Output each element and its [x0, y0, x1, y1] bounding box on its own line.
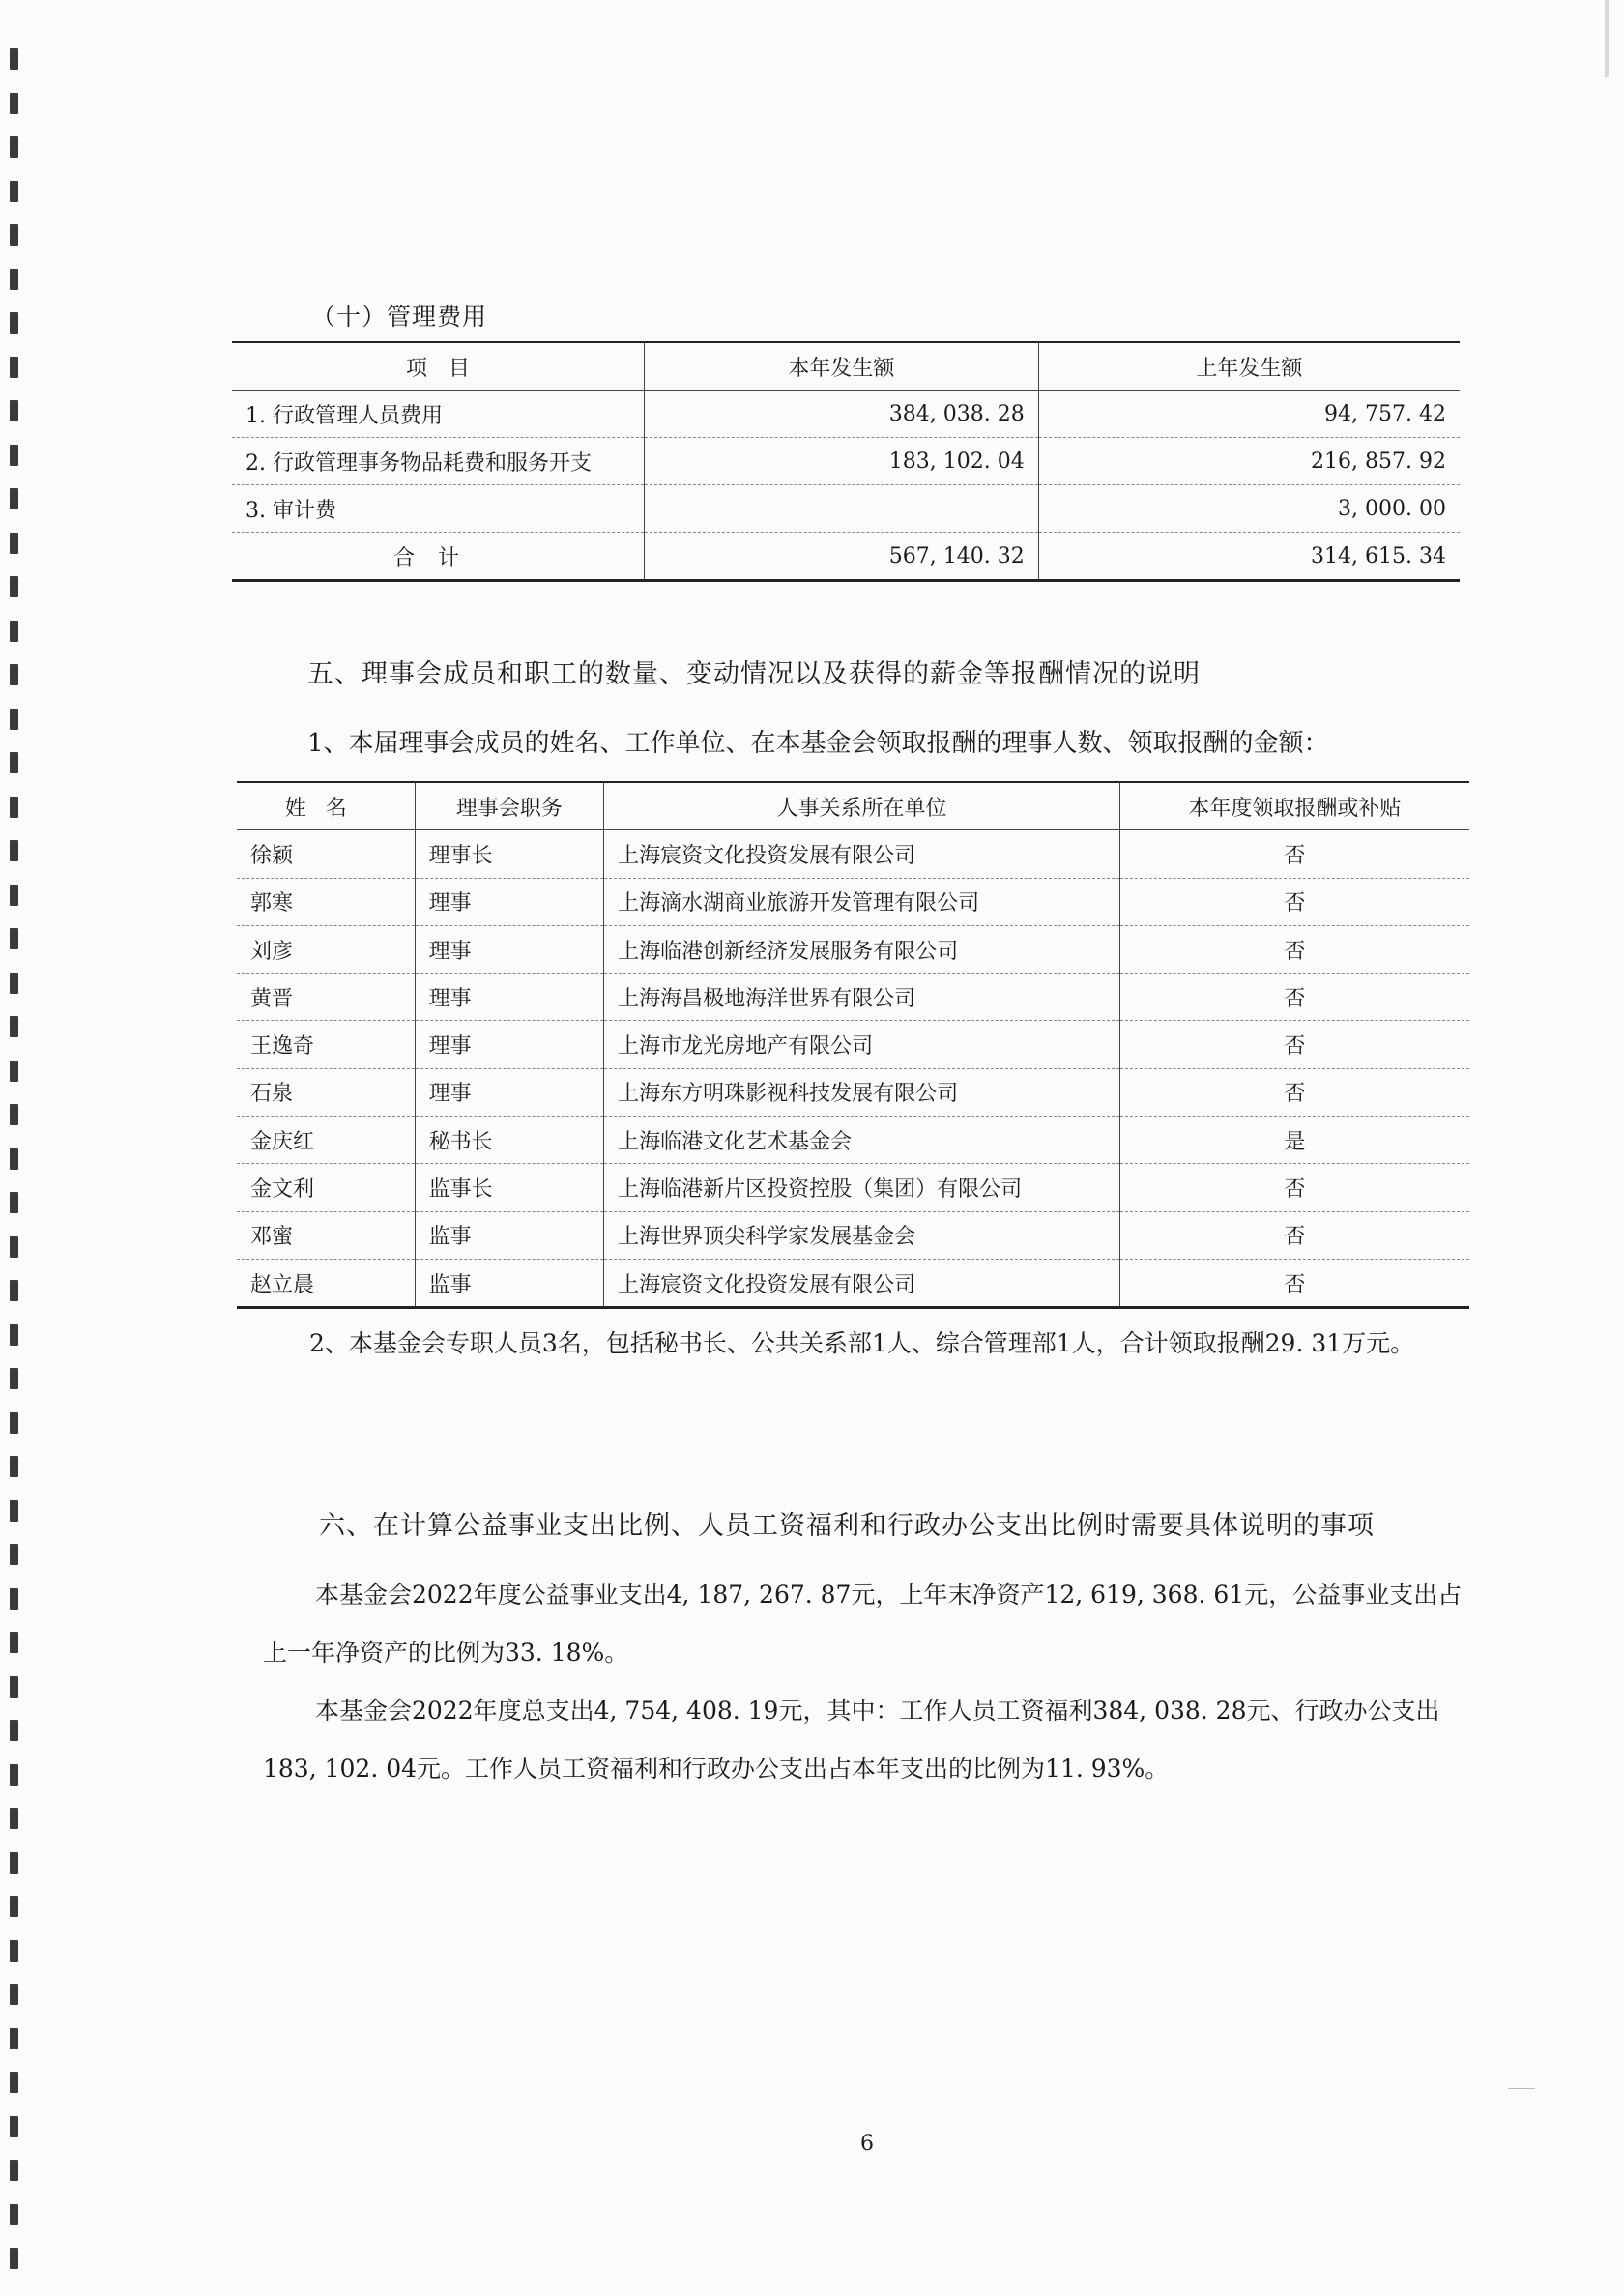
binding-hole [10, 269, 18, 290]
cell-paid: 否 [1119, 1021, 1469, 1068]
cell-name: 刘彦 [237, 925, 415, 973]
cell-prior-year: 216, 857. 92 [1038, 438, 1460, 485]
binding-hole [10, 840, 18, 861]
binding-hole [10, 1500, 18, 1522]
binding-hole [10, 1808, 18, 1829]
cell-role: 理事 [415, 925, 604, 973]
binding-hole [10, 1148, 18, 1170]
binding-hole [10, 1236, 18, 1258]
binding-hole [10, 1456, 18, 1477]
binding-hole [10, 1324, 18, 1346]
binding-hole [10, 136, 18, 158]
binding-hole [10, 488, 18, 509]
cell-role: 监事 [415, 1259, 604, 1307]
table-row [237, 1117, 1469, 1164]
cell-name: 邓蜜 [237, 1211, 415, 1259]
binding-hole [10, 664, 18, 685]
section-six-paragraph-1: 本基金会2022年度公益事业支出4, 187, 267. 87元，上年末净资产12, 619, 368. 61元，公益事业支出占上一年净资产的比例为33. 18%。 [263, 1581, 1463, 1667]
binding-hole [10, 1061, 18, 1082]
cell-current-year [645, 485, 1039, 533]
cell-total-label: 合计 [393, 545, 483, 570]
scan-mark [1508, 2088, 1535, 2089]
binding-hole [10, 1852, 18, 1874]
table-total-row [232, 533, 1460, 581]
cell-role: 理事长 [415, 830, 604, 878]
table-header-row [237, 782, 1469, 830]
page-number: 6 [860, 2132, 874, 2156]
cell-item: 1. 行政管理人员费用 [232, 391, 645, 438]
binding-hole [10, 312, 18, 334]
table-header-row [232, 342, 1460, 391]
binding-hole [10, 1588, 18, 1610]
cell-paid: 否 [1119, 878, 1469, 925]
binding-hole [10, 2028, 18, 2049]
binding-hole [10, 752, 18, 773]
binding-hole [10, 1280, 18, 1301]
binding-hole [10, 1720, 18, 1741]
table-row [232, 438, 1460, 485]
cell-paid: 否 [1119, 1211, 1469, 1259]
table-row [237, 1021, 1469, 1068]
binding-hole [10, 400, 18, 421]
table-row [237, 925, 1469, 973]
cell-role: 监事长 [415, 1164, 604, 1211]
cell-paid: 否 [1119, 925, 1469, 973]
table-row [237, 1259, 1469, 1307]
section-five-heading: 五、理事会成员和职工的数量、变动情况以及获得的薪金等报酬情况的说明 [307, 659, 1201, 689]
binding-hole [10, 2160, 18, 2181]
binding-hole [10, 1984, 18, 2005]
binding-hole [10, 797, 18, 818]
cell-unit: 上海临港创新经济发展服务有限公司 [604, 925, 1120, 973]
cell-paid: 否 [1119, 1068, 1469, 1116]
cell-role: 理事 [415, 1068, 604, 1116]
binding-hole [10, 2116, 18, 2137]
cell-name: 金庆红 [237, 1117, 415, 1164]
binding-hole [10, 2204, 18, 2225]
cell-unit: 上海临港新片区投资控股（集团）有限公司 [604, 1164, 1120, 1211]
binding-hole [10, 1016, 18, 1037]
binding-hole [10, 1764, 18, 1786]
cell-role: 秘书长 [415, 1117, 604, 1164]
section-five-intro: 1、本届理事会成员的姓名、工作单位、在本基金会领取报酬的理事人数、领取报酬的金额： [307, 729, 1329, 758]
table-row [237, 830, 1469, 878]
section-six-paragraph-2: 本基金会2022年度总支出4, 754, 408. 19元，其中：工作人员工资福利384, 038. 28元、行政办公支出183, 102. 04元。工作人员工资福利和行政办公支出占本年支出的比例为11. 93%。 [263, 1697, 1440, 1783]
cell-unit: 上海世界顶尖科学家发展基金会 [604, 1211, 1120, 1259]
table-row [237, 974, 1469, 1021]
binding-hole [10, 973, 18, 994]
binding-hole [10, 181, 18, 202]
binding-hole [10, 1896, 18, 1917]
column-header-current-year: 本年发生额 [645, 342, 1039, 391]
column-header-role: 理事会职务 [415, 782, 604, 830]
binding-holes [10, 48, 23, 2291]
table-row [237, 1164, 1469, 1211]
binding-hole [10, 1368, 18, 1389]
cell-role: 理事 [415, 1021, 604, 1068]
cell-unit: 上海滴水湖商业旅游开发管理有限公司 [604, 878, 1120, 925]
cell-paid: 否 [1119, 974, 1469, 1021]
management-fee-table [232, 341, 1460, 582]
cell-paid: 否 [1119, 830, 1469, 878]
cell-name: 郭寒 [237, 878, 415, 925]
section-five-staff-note: 2、本基金会专职人员3名，包括秘书长、公共关系部1人、综合管理部1人，合计领取报酬29. 31万元。 [309, 1329, 1415, 1357]
cell-paid: 是 [1119, 1117, 1469, 1164]
cell-role: 理事 [415, 974, 604, 1021]
column-header-name: 姓名 [237, 782, 415, 830]
column-header-item: 项 目 [232, 342, 645, 391]
table-row [237, 1211, 1469, 1259]
cell-name: 黄晋 [237, 974, 415, 1021]
cell-current-year: 183, 102. 04 [645, 438, 1039, 485]
cell-role: 理事 [415, 878, 604, 925]
cell-paid: 否 [1119, 1259, 1469, 1307]
cell-name: 徐颖 [237, 830, 415, 878]
cell-total-current-year: 567, 140. 32 [645, 533, 1039, 581]
cell-current-year: 384, 038. 28 [645, 391, 1039, 438]
cell-name: 金文利 [237, 1164, 415, 1211]
cell-unit: 上海临港文化艺术基金会 [604, 1117, 1120, 1164]
binding-hole [10, 1192, 18, 1213]
binding-hole [10, 928, 18, 949]
binding-hole [10, 1412, 18, 1434]
column-header-unit: 人事关系所在单位 [604, 782, 1120, 830]
cell-unit: 上海东方明珠影视科技发展有限公司 [604, 1068, 1120, 1116]
cell-prior-year: 94, 757. 42 [1038, 391, 1460, 438]
table-row [232, 485, 1460, 533]
cell-unit: 上海海昌极地海洋世界有限公司 [604, 974, 1120, 1021]
binding-hole [10, 885, 18, 906]
cell-name: 王逸奇 [237, 1021, 415, 1068]
binding-hole [10, 533, 18, 554]
binding-hole [10, 2248, 18, 2269]
binding-hole [10, 357, 18, 378]
column-header-paid: 本年度领取报酬或补贴 [1119, 782, 1469, 830]
scan-edge [1605, 0, 1609, 77]
table-row [232, 391, 1460, 438]
cell-total-prior-year: 314, 615. 34 [1038, 533, 1460, 581]
binding-hole [10, 445, 18, 466]
table-row [237, 1068, 1469, 1116]
binding-hole [10, 1632, 18, 1653]
binding-hole [10, 1676, 18, 1698]
cell-unit: 上海市龙光房地产有限公司 [604, 1021, 1120, 1068]
cell-unit: 上海宸资文化投资发展有限公司 [604, 830, 1120, 878]
binding-hole [10, 1544, 18, 1565]
management-fee-heading: （十）管理费用 [311, 303, 488, 331]
binding-hole [10, 709, 18, 730]
binding-hole [10, 621, 18, 642]
binding-hole [10, 93, 18, 114]
cell-name: 赵立晨 [250, 1272, 315, 1297]
cell-role: 监事 [415, 1211, 604, 1259]
cell-paid: 否 [1119, 1164, 1469, 1211]
column-header-prior-year: 上年发生额 [1038, 342, 1460, 391]
section-six-heading: 六、在计算公益事业支出比例、人员工资福利和行政办公支出比例时需要具体说明的事项 [319, 1511, 1375, 1541]
cell-name: 石泉 [237, 1068, 415, 1116]
board-members-table [237, 781, 1469, 1309]
binding-hole [10, 48, 18, 70]
binding-hole [10, 224, 18, 246]
binding-hole [10, 1104, 18, 1125]
cell-unit: 上海宸资文化投资发展有限公司 [604, 1259, 1120, 1307]
cell-item: 3. 审计费 [232, 485, 645, 533]
binding-hole [10, 576, 18, 597]
cell-item: 2. 行政管理事务物品耗费和服务开支 [232, 438, 645, 485]
binding-hole [10, 1940, 18, 1962]
cell-prior-year: 3, 000. 00 [1038, 485, 1460, 533]
binding-hole [10, 2072, 18, 2093]
table-row [237, 878, 1469, 925]
